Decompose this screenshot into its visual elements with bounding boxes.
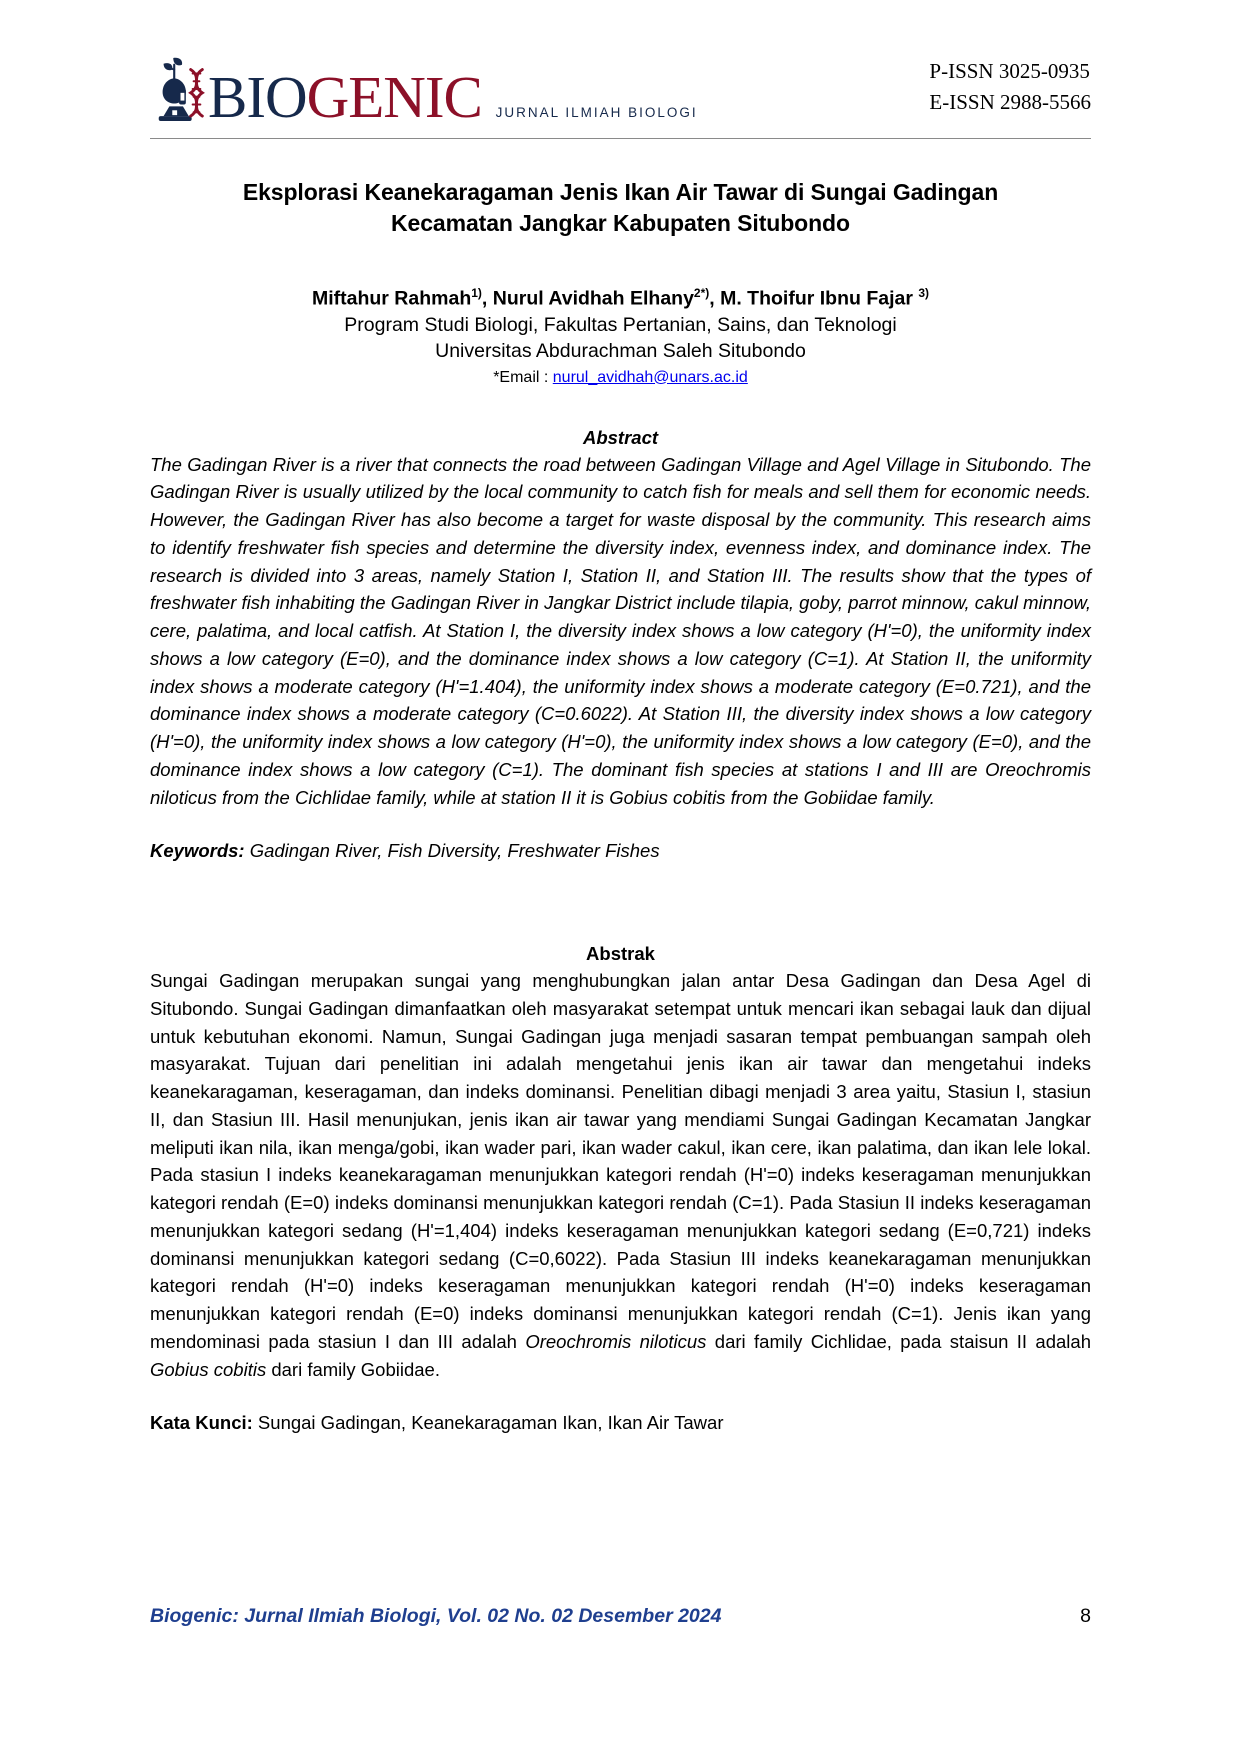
email-label: *Email : — [493, 368, 553, 386]
author-2: , Nurul Avidhah Elhany — [481, 287, 694, 310]
e-issn: E-ISSN 2988-5566 — [929, 90, 1091, 114]
issn-block — [929, 56, 1091, 123]
footer-journal-citation: Biogenic: Jurnal Ilmiah Biologi, Vol. 02 No. 02 Desember 2024 — [150, 1605, 722, 1627]
p-issn: P-ISSN 3025-0935 — [929, 58, 1090, 83]
footer-page-number: 8 — [1080, 1605, 1091, 1627]
author-3: , M. Thoifur Ibnu Fajar — [709, 287, 919, 310]
wordmark-io: IO — [246, 64, 307, 131]
keywords-line — [150, 837, 1091, 865]
email-link[interactable]: nurul_avidhah@unars.ac.id — [552, 368, 748, 386]
section-spacer — [150, 865, 1091, 905]
author-1: Miftahur Rahmah — [311, 287, 472, 310]
journal-subtitle: JURNAL ILMIAH BIOLOGI — [495, 105, 698, 121]
masthead — [150, 52, 1091, 134]
keywords-value: Gadingan River, Fish Diversity, Freshwater Fishes — [244, 840, 660, 862]
abstrak-body-part-1: Sungai Gadingan merupakan sungai yang menghubungkan jalan antar Desa Gadingan dan Desa Agel di Situbondo. Sungai Gadingan dimanfaatkan oleh masyarakat setempat untuk mencari ikan sebagai lauk dan dijual untuk kebutuhan ekonomi. Namun, Sungai Gadingan juga menjadi sasaran tempat pembuangan sampah oleh masyarakat. Tujuan dari penelitian ini adalah mengetahui jenis ikan air tawar dan mengetahui indeks keanekaragaman, keseragaman, dan indeks dominansi. Penelitian dibagi menjadi 3 area yaitu, Stasiun I, stasiun II, dan Stasiun III. Hasil menunjukan, jenis ikan air tawar yang mendiami Sungai Gadingan Kecamatan Jangkar meliputi ikan nila, ikan menga/gobi, ikan wader pari, ikan wader cakul, ikan cere, ikan palatima, dan ikan lele lokal. Pada stasiun I indeks keanekaragaman menunjukkan kategori rendah (H'=0) indeks keseragaman menunjukkan kategori rendah (E=0) indeks dominansi menunjukkan kategori rendah (C=1). Pada Stasiun II indeks keseragaman menunjukkan kategori sedang (H'=1,404) indeks keseragaman menunjukkan kategori sedang (E=0,721) indeks dominansi menunjukkan kategori sedang (C=0,6022). Pada Stasiun III indeks keanekaragaman menunjukkan kategori rendah (H'=0) indeks keseragaman menunjukkan kategori rendah (H'=0) indeks keseragaman menunjukkan kategori rendah (E=0) indeks dominansi menunjukkan kategori rendah (C=1). Jenis ikan yang mendominasi pada stasiun I dan III adalah — [150, 970, 1091, 1352]
masthead-divider — [150, 138, 1091, 139]
affiliation-line-1: Program Studi Biologi, Fakultas Pertanian, Sains, dan Teknologi — [344, 313, 897, 336]
author-2-affil-marker: 2*) — [693, 286, 710, 301]
abstract-body: The Gadingan River is a river that connects the road between Gadingan Village and Agel Village in Situbondo. The Gadingan River is usually utilized by the local community to catch fish for meals and sell them for economic needs. However, the Gadingan River has also become a target for waste disposal by the community. This research aims to identify freshwater fish species and determine the diversity index, evenness index, and dominance index. The research is divided into 3 areas, namely Station I, Station II, and Station III. The results show that the types of freshwater fish inhabiting the Gadingan River in Jangkar District include tilapia, goby, parrot minnow, cakul minnow, cere, palatima, and local catfish. At Station I, the diversity index shows a low category (H'=0), the uniformity index shows a low category (E=0), and the dominance index shows a low category (C=1). At Station II, the uniformity index shows a moderate category (H'=1.404), the uniformity index shows a moderate category (E=0.721), and the dominance index shows a moderate category (C=0.6022). At Station III, the diversity index shows a low category (H'=0), the uniformity index shows a low category (H'=0), the uniformity index shows a low category (E=0), and the dominance index shows a low category (C=1). The dominant fish species at stations I and III are Oreochromis niloticus from the Cichlidae family, while at station II it is Gobius cobitis from the Gobiidae family. — [150, 453, 1091, 808]
author-list — [150, 285, 1091, 312]
affiliation-line-2: Universitas Abdurachman Saleh Situbondo — [435, 340, 806, 363]
abstrak-species-1: Oreochromis niloticus — [525, 1330, 707, 1352]
microscope-dna-plant-icon — [150, 52, 212, 124]
author-1-affil-marker: 1) — [471, 286, 482, 301]
title-line-2: Kecamatan Jangkar Kabupaten Situbondo — [391, 210, 850, 237]
kata-kunci-line — [150, 1409, 1091, 1437]
corresponding-email-line — [150, 366, 1091, 389]
abstrak-species-2: Gobius cobitis — [150, 1358, 267, 1380]
kata-kunci-label: Kata Kunci: — [150, 1412, 253, 1434]
abstrak-body — [150, 967, 1091, 1383]
abstrak-body-part-3: dari family Gobiidae. — [266, 1358, 440, 1380]
wordmark-bio: B — [208, 64, 247, 131]
kata-kunci-value: Sungai Gadingan, Keanekaragaman Ikan, Ikan Air Tawar — [252, 1412, 724, 1434]
abstrak-heading: Abstrak — [586, 943, 655, 965]
abstract-heading: Abstract — [582, 426, 659, 448]
page-title — [196, 177, 1045, 239]
keywords-label: Keywords: — [150, 840, 245, 862]
page-footer — [150, 1605, 1091, 1628]
author-3-affil-marker: 3) — [918, 286, 930, 301]
journal-wordmark — [208, 64, 700, 131]
authors-block — [150, 285, 1091, 389]
wordmark-genic: GENIC — [306, 64, 482, 131]
abstrak-body-part-2: dari family Cichlidae, pada staisun II adalah — [706, 1330, 1091, 1352]
journal-logo — [150, 52, 700, 131]
title-line-1: Eksplorasi Keanekaragaman Jenis Ikan Air Tawar di Sungai Gadingan — [242, 179, 999, 205]
